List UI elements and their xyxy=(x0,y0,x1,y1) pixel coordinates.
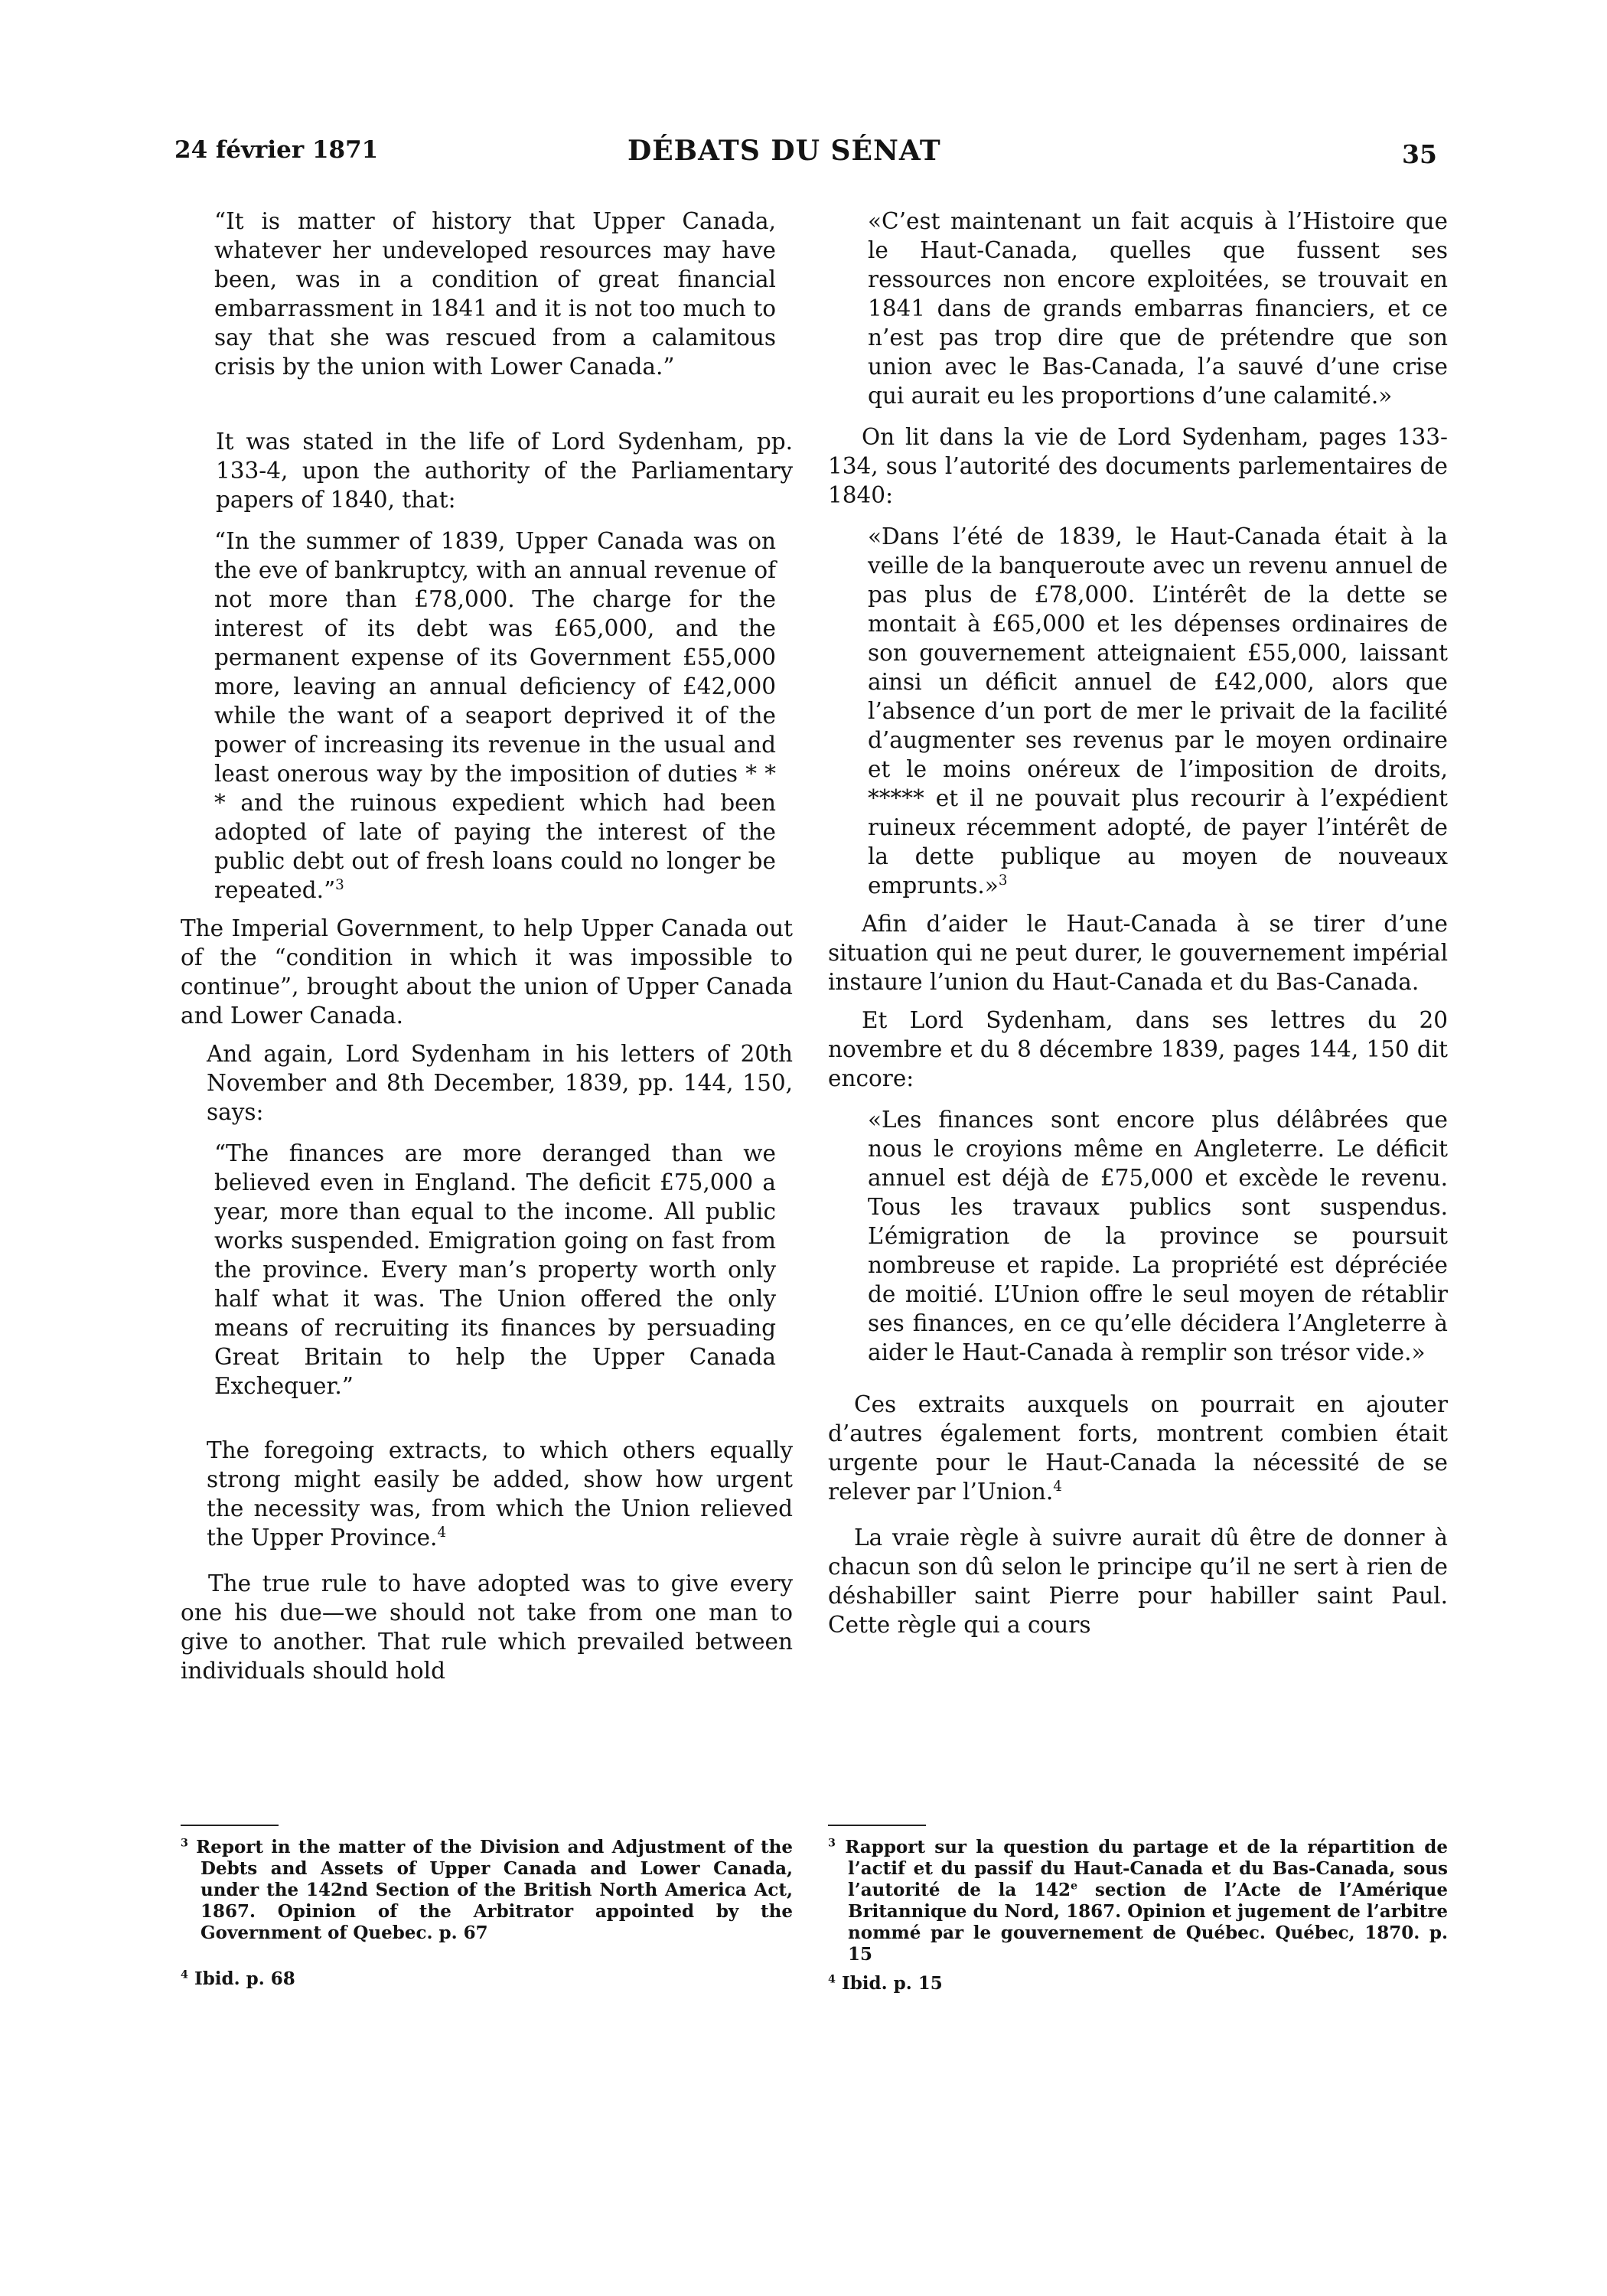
page-number: 35 xyxy=(1402,139,1437,169)
fr-paragraph-4-text: Ces extraits auxquels on pourrait en ajouter d’autres également forts, montrent combien était urgente pour le Haut-Canada la nécessité de se relever par l’Union. xyxy=(828,1391,1448,1505)
footnote-ref-3-fr: 3 xyxy=(998,872,1008,889)
footnote-text: Report in the matter of the Division and Adjustment of the Debts and Assets of Upper Canada and Lower Canada, under the 142nd Section of the British North America Act, 1867. Opinion of the Arbitrator appointed by the Government of Quebec. p. 67 xyxy=(196,1837,793,1943)
en-quote-3: “The finances are more deranged than we believed even in England. The deficit £75,000 a year, more than equal to the income. All public works suspended. Emigration going on fast from the province. Every man’s property worth only half what it was. The Union offered the only means of recruiting its finances by persuading Great Britain to help the Upper Canada Exchequer.” xyxy=(214,1140,776,1399)
english-column xyxy=(181,207,793,1685)
french-column xyxy=(828,207,1448,1639)
header-title: DÉBATS DU SÉNAT xyxy=(627,135,941,167)
en-paragraph-4 xyxy=(181,1436,793,1552)
en-paragraph-5: The true rule to have adopted was to give every one his due—we should not take from one man to give to another. That rule which prevailed between individuals should hold xyxy=(181,1570,793,1684)
footnote-mark: 4 xyxy=(181,1968,188,1981)
fr-paragraph-2: Afin d’aider le Haut-Canada à se tirer d’une situation qui ne peut durer, le gouvernement impérial instaure l’union du Haut-Canada et du Bas-Canada. xyxy=(828,911,1448,995)
footnotes-english xyxy=(181,1837,793,1990)
header-date: 24 février 1871 xyxy=(174,136,379,164)
footnotes-french xyxy=(828,1837,1448,1994)
footnote-text: Ibid. p. 15 xyxy=(841,1973,943,1994)
en-paragraph-4-text: The foregoing extracts, to which others equally strong might easily be added, show how urgent the necessity was, from which the Union relieved the Upper Province. xyxy=(207,1437,793,1551)
fr-paragraph-3: Et Lord Sydenham, dans ses lettres du 20 novembre et du 8 décembre 1839, pages 144, 150 dit encore: xyxy=(828,1007,1448,1091)
en-quote-2 xyxy=(181,527,793,905)
footnote-mark: 3 xyxy=(828,1837,836,1850)
fr-paragraph-4 xyxy=(828,1390,1448,1506)
fr-quote-2-text: «Dans l’été de 1839, le Haut-Canada était à la veille de la banqueroute avec un revenu annuel de pas plus de £78,000. L’intérêt de la dette se montait à £65,000 et les dépenses ordinaires de son gouvernement atteignaient £55,000, laissant ainsi un déficit annuel de £42,000, alors que l’absence d’un port de mer le privait de la facilité d’augmenter ses revenus par le moyen ordinaire et le moins onéreux de l’imposition de droits, ***** et il ne pouvait plus recourir à l’expédient ruineux récemment adopté, de payer l’intérêt de la dette publique au moyen de nouveaux emprunts.» xyxy=(868,523,1448,899)
en-quote-2-text: “In the summer of 1839, Upper Canada was on the eve of bankruptcy, with an annual revenue of not more than £78,000. The charge for the interest of its debt was £65,000, and the permanent expense of its Government £55,000 more, leaving an annual deficiency of £42,000 while the want of a seaport deprived it of the power of increasing its revenue in the usual and least onerous way by the imposition of duties * * * and the ruinous expedient which had been adopted of late of paying the interest of the public debt out of fresh loans could no longer be repeated.” xyxy=(214,528,776,903)
running-header xyxy=(0,130,1607,176)
footnote-4-en xyxy=(181,1968,793,1990)
footnote-text-a: Rapport sur la question du partage et de la répartition de l’actif et du passif du Haut-Canada et du Bas-Canada, sous l’autorité de la 142 xyxy=(845,1837,1448,1900)
footnote-mark: 3 xyxy=(181,1837,188,1850)
en-paragraph-3: And again, Lord Sydenham in his letters of 20th November and 8th December, 1839, pp. 144, 150, says: xyxy=(207,1041,793,1125)
en-paragraph-1: It was stated in the life of Lord Sydenham, pp. 133-4, upon the authority of the Parliamentary papers of 1840, that: xyxy=(216,429,793,513)
footnote-3-en xyxy=(181,1837,793,1944)
en-paragraph-2: The Imperial Government, to help Upper Canada out of the “condition in which it was impossible to continue”, brought about the union of Upper Canada and Lower Canada. xyxy=(181,915,793,1029)
footnote-3-fr xyxy=(828,1837,1448,1965)
footnote-text: Ibid. p. 68 xyxy=(194,1968,295,1989)
footnote-ref-4: 4 xyxy=(437,1525,447,1541)
footnote-4-fr xyxy=(828,1973,1448,1994)
footnote-ref-3: 3 xyxy=(335,877,344,894)
fr-quote-2 xyxy=(828,522,1448,900)
fr-paragraph-1: On lit dans la vie de Lord Sydenham, pages 133-134, sous l’autorité des documents parlementaires de 1840: xyxy=(828,424,1448,508)
footnote-mark: 4 xyxy=(828,1973,836,1986)
fr-paragraph-5: La vraie règle à suivre aurait dû être de donner à chacun son dû selon le principe qu’il ne sert à rien de déshabiller saint Pierre pour habiller saint Paul. Cette règle qui a cours xyxy=(828,1525,1448,1638)
footnote-divider-fr xyxy=(828,1825,926,1826)
ordinal-superscript: e xyxy=(1071,1880,1078,1893)
footnote-text-b: section de l’Acte de l’Amérique Britannique du Nord, 1867. Opinion et jugement de l’arbitre nommé par le gouvernement de Québec. Québec, 1870. p. 15 xyxy=(848,1880,1448,1965)
footnote-ref-4-fr: 4 xyxy=(1053,1479,1062,1495)
fr-quote-3: «Les finances sont encore plus délâbrées que nous le croyions même en Angleterre. Le déficit annuel est déjà de £75,000 et excède le revenu. Tous les travaux publics sont suspendus. L’émigration de la province se poursuit nombreuse et rapide. La propriété est dépréciée de moitié. L’Union offre le seul moyen de rétablir ses finances, en ce qu’elle décidera l’Angleterre à aider le Haut-Canada à remplir son trésor vide.» xyxy=(868,1107,1448,1365)
footnote-divider-en xyxy=(181,1825,279,1826)
fr-quote-1: «C’est maintenant un fait acquis à l’Histoire que le Haut-Canada, quelles que fussent ses ressources non encore exploitées, se trouvait en 1841 dans de grands embarras financiers, et ce n’est pas trop dire que de prétendre que son union avec le Bas-Canada, l’a sauvé d’une crise qui aurait eu les proportions d’une calamité.» xyxy=(868,208,1448,409)
en-quote-1: “It is matter of history that Upper Canada, whatever her undeveloped resources may have been, was in a condition of great financial embarrassment in 1841 and it is not too much to say that she was rescued from a calamitous crisis by the union with Lower Canada.” xyxy=(214,208,776,380)
